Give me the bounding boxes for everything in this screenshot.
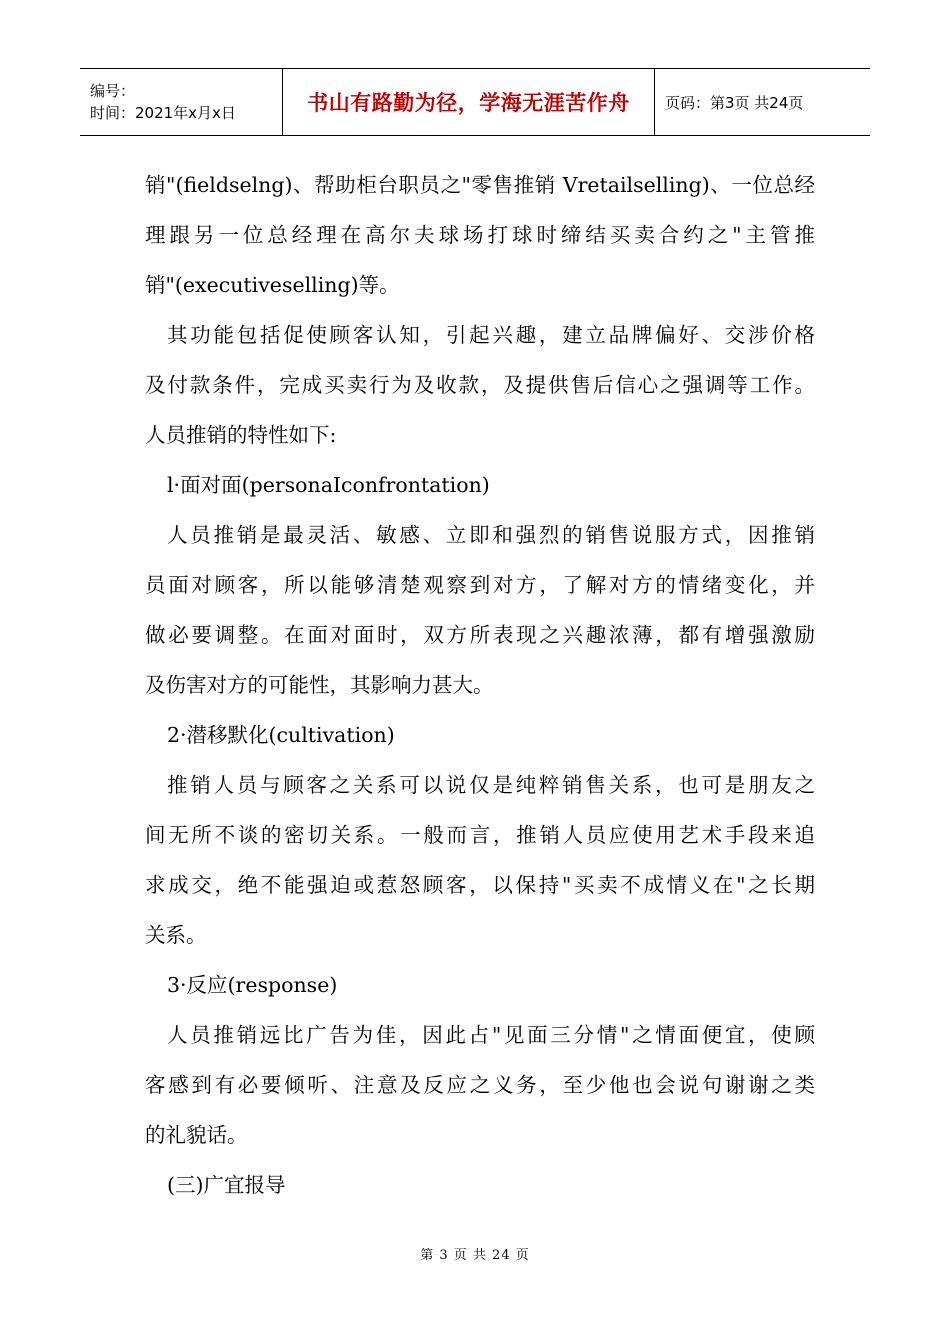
body-line: 及付款条件，完成买卖行为及收款，及提供售后信心之强调等工作。 bbox=[145, 373, 815, 397]
body-line: 理跟另一位总经理在高尔夫球场打球时缔结买卖合约之"主管推 bbox=[145, 223, 815, 247]
body-line: 推销人员与顾客之关系可以说仅是纯粹销售关系，也可是朋友之 bbox=[167, 773, 815, 797]
body-line: 求成交，绝不能强迫或惹怒顾客，以保持"买卖不成情义在"之长期 bbox=[145, 873, 815, 897]
body-line: 的礼貌话。 bbox=[145, 1123, 248, 1147]
page-header bbox=[80, 68, 870, 136]
section-heading: 2·潜移默化(cultivation) bbox=[167, 723, 395, 747]
header-page-info-cell bbox=[655, 69, 870, 135]
body-line: 销"(fieldselng)、帮助柜台职员之"零售推销 Vretailselling)、一位总经 bbox=[145, 173, 815, 197]
body-line: 间无所不谈的密切关系。一般而言，推销人员应使用艺术手段来追 bbox=[145, 823, 815, 847]
body-line: 客感到有必要倾听、注意及反应之义务，至少他也会说句谢谢之类 bbox=[145, 1073, 815, 1097]
document-body bbox=[145, 160, 815, 1210]
document-number-label: 编号： bbox=[90, 82, 136, 100]
section-heading: 3·反应(response) bbox=[167, 973, 338, 997]
header-meta bbox=[80, 69, 282, 135]
header-motto: 书山有路勤为径，学海无涯苦作舟 bbox=[307, 91, 630, 115]
body-line: 及伤害对方的可能性，其影响力甚大。 bbox=[145, 673, 494, 697]
document-time-label: 时间：2021年x月x日 bbox=[90, 104, 236, 122]
body-line: 关系。 bbox=[145, 923, 207, 947]
header-motto-cell bbox=[282, 69, 655, 135]
body-line: 人员推销的特性如下: bbox=[145, 423, 337, 447]
header-page-info: 页码：第3页 共24页 bbox=[665, 93, 804, 112]
page-footer: 第 3 页 共 24 页 bbox=[420, 1248, 530, 1263]
body-line: 做必要调整。在面对面时，双方所表现之兴趣浓薄，都有增强激励 bbox=[145, 623, 815, 647]
section-heading: (三)广宜报导 bbox=[167, 1173, 286, 1197]
body-line: 人员推销是最灵活、敏感、立即和强烈的销售说服方式，因推销 bbox=[167, 523, 815, 547]
body-line: 销"(executiveselling)等。 bbox=[145, 273, 400, 297]
section-heading: l·面对面(personaIconfrontation) bbox=[167, 473, 490, 497]
body-line: 其功能包括促使顾客认知，引起兴趣，建立品牌偏好、交涉价格 bbox=[167, 323, 815, 347]
body-line: 人员推销远比广告为佳，因此占"见面三分情"之情面便宜，使顾 bbox=[167, 1023, 815, 1047]
body-line: 员面对顾客，所以能够清楚观察到对方，了解对方的情绪变化，并 bbox=[145, 573, 815, 597]
